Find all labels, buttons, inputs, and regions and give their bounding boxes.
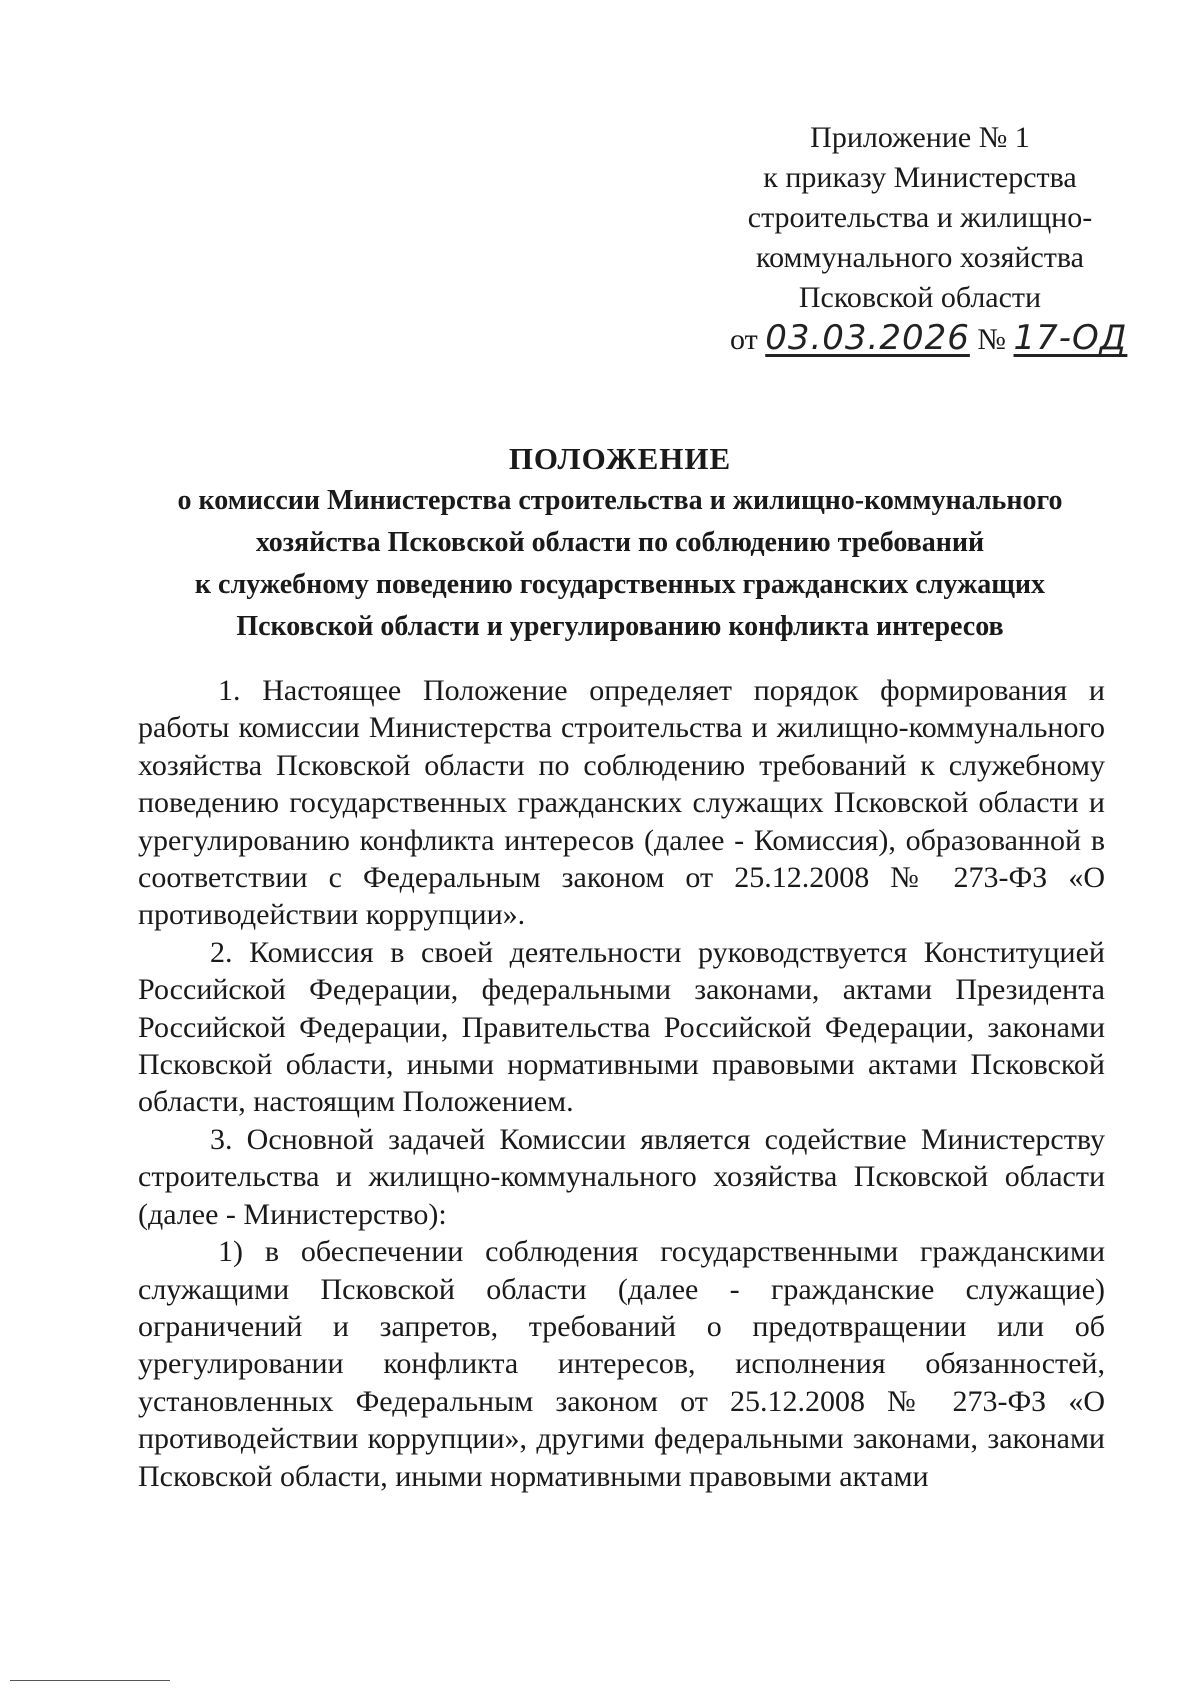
paragraph-2: 2. Комиссия в своей деятельности руководствуется Конституцией Российской Федерации, федеральными законами, актами Президента Российской Федерации, Правительства Российской Федерации, законами Псковской области, иными нормативными правовыми актами Псковской области, настоящим Положением.	[138, 935, 1105, 1119]
title-line-4: Псковской области и урегулированию конфликта интересов	[236, 611, 1004, 642]
title-line-3: к служебному поведению государственных гражданских служащих	[194, 569, 1046, 600]
paragraph-3-1: 1) в обеспечении соблюдения государственными гражданскими служащими Псковской области (далее - гражданские служащие) ограничений и запретов, требований о предотвращении или об урегулировании конфликта интересов, исполнения обязанностей, установленных Федеральным законом от 25.12.2008 № 273-ФЗ «О противодействии коррупции», другими федеральными законами, законами Псковской области, иными нормативными правовыми актами	[138, 1235, 1105, 1493]
handwritten-date: 03.03.2026	[765, 318, 970, 358]
date-prefix: от	[730, 323, 758, 356]
appendix-ministry-line2: коммунального хозяйства	[756, 241, 1084, 274]
title-heading: ПОЛОЖЕНИЕ	[508, 441, 732, 476]
appendix-ministry-line1: строительства и жилищно-	[747, 201, 1093, 234]
title-line-2: хозяйства Псковской области по соблюдению требований	[255, 527, 985, 558]
handwritten-number: 17-ОД	[1013, 318, 1128, 358]
document-body	[138, 672, 1105, 1495]
document-title	[140, 438, 1100, 648]
appendix-region: Псковской области	[798, 281, 1042, 314]
paragraph-3: 3. Основной задачей Комиссии является содействие Министерству строительства и жилищно-коммунального хозяйства Псковской области (далее - Министерство):	[138, 1122, 1105, 1231]
appendix-title: Приложение № 1	[810, 121, 1030, 154]
number-prefix: №	[977, 323, 1007, 356]
title-line-1: о комиссии Министерства строительства и жилищно-коммунального	[177, 485, 1063, 516]
appendix-order-ref: к приказу Министерства	[763, 161, 1077, 194]
appendix-date-number	[730, 318, 1128, 360]
paragraph-1: 1. Настоящее Положение определяет порядок формирования и работы комиссии Министерства строительства и жилищно-коммунального хозяйства Псковской области по соблюдению требований к служебному поведению государственных гражданских служащих Псковской области и урегулированию конфликта интересов (далее - Комиссия), образованной в соответствии с Федеральным законом от 25.12.2008 № 273-ФЗ «О противодействии коррупции».	[138, 674, 1105, 932]
footnote-divider	[10, 1680, 170, 1681]
appendix-header	[730, 118, 1128, 360]
